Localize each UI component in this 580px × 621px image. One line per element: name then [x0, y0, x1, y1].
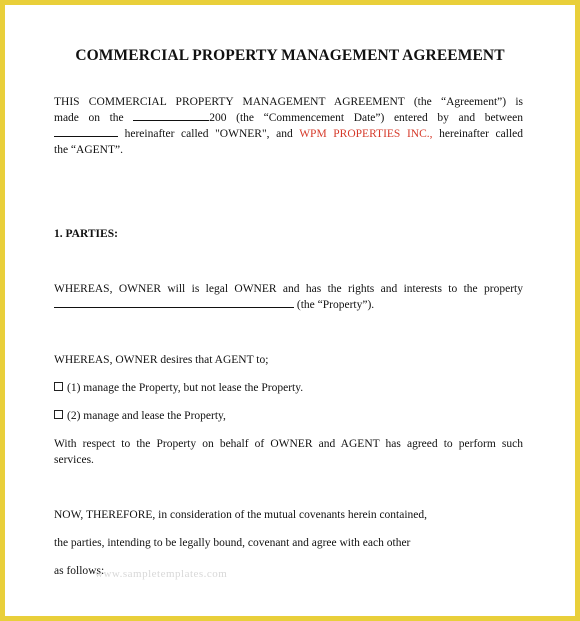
intro-made-on: made on the: [54, 112, 124, 124]
whereas-owner-line-2: [54, 297, 523, 313]
checkbox-icon[interactable]: [54, 410, 63, 419]
watermark: www.sampletemplates.com: [95, 568, 228, 580]
intro-line-1: THIS COMMERCIAL PROPERTY MANAGEMENT AGREEMENT (the “Agreement”) is: [54, 96, 523, 108]
parties-agree-line: the parties, intending to be legally bound, covenant and agree with each other: [54, 537, 411, 549]
whereas-owner-line-1: WHEREAS, OWNER will is legal OWNER and has the rights and interests to the property: [54, 283, 523, 295]
option-manage-lease: [54, 408, 523, 424]
property-blank-line[interactable]: [54, 297, 294, 308]
intro-owner-called: hereinafter called "OWNER", and: [124, 128, 293, 140]
date-blank-line[interactable]: [133, 110, 209, 121]
respect-line-2: services.: [54, 454, 94, 466]
checkbox-icon[interactable]: [54, 382, 63, 391]
intro-line-3: [54, 126, 523, 142]
intro-hereinafter: hereinafter called: [439, 128, 524, 140]
document-page: [5, 5, 575, 616]
property-label: (the “Property”).: [296, 299, 375, 311]
document-title: COMMERCIAL PROPERTY MANAGEMENT AGREEMENT: [75, 47, 505, 64]
section-heading-parties: 1. PARTIES:: [54, 228, 118, 240]
intro-line-2: [54, 110, 523, 126]
intro-line-4: the “AGENT”.: [54, 144, 123, 156]
agent-company-name: WPM PROPERTIES INC.,: [299, 128, 433, 140]
now-therefore-line: NOW, THEREFORE, in consideration of the mutual covenants herein contained,: [54, 509, 428, 521]
option-1-label: (1) manage the Property, but not lease the Property.: [67, 382, 304, 394]
owner-blank-line[interactable]: [54, 126, 118, 137]
whereas-desires: WHEREAS, OWNER desires that AGENT to;: [54, 354, 269, 366]
intro-commencement: 200 (the “Commencement Date”) entered by and between: [209, 112, 524, 124]
option-manage-only: [54, 380, 523, 396]
respect-line-1: With respect to the Property on behalf of OWNER and AGENT has agreed to perform such: [54, 438, 523, 450]
option-2-label: (2) manage and lease the Property,: [67, 410, 226, 422]
as-follows-line: as follows:: [54, 565, 105, 577]
